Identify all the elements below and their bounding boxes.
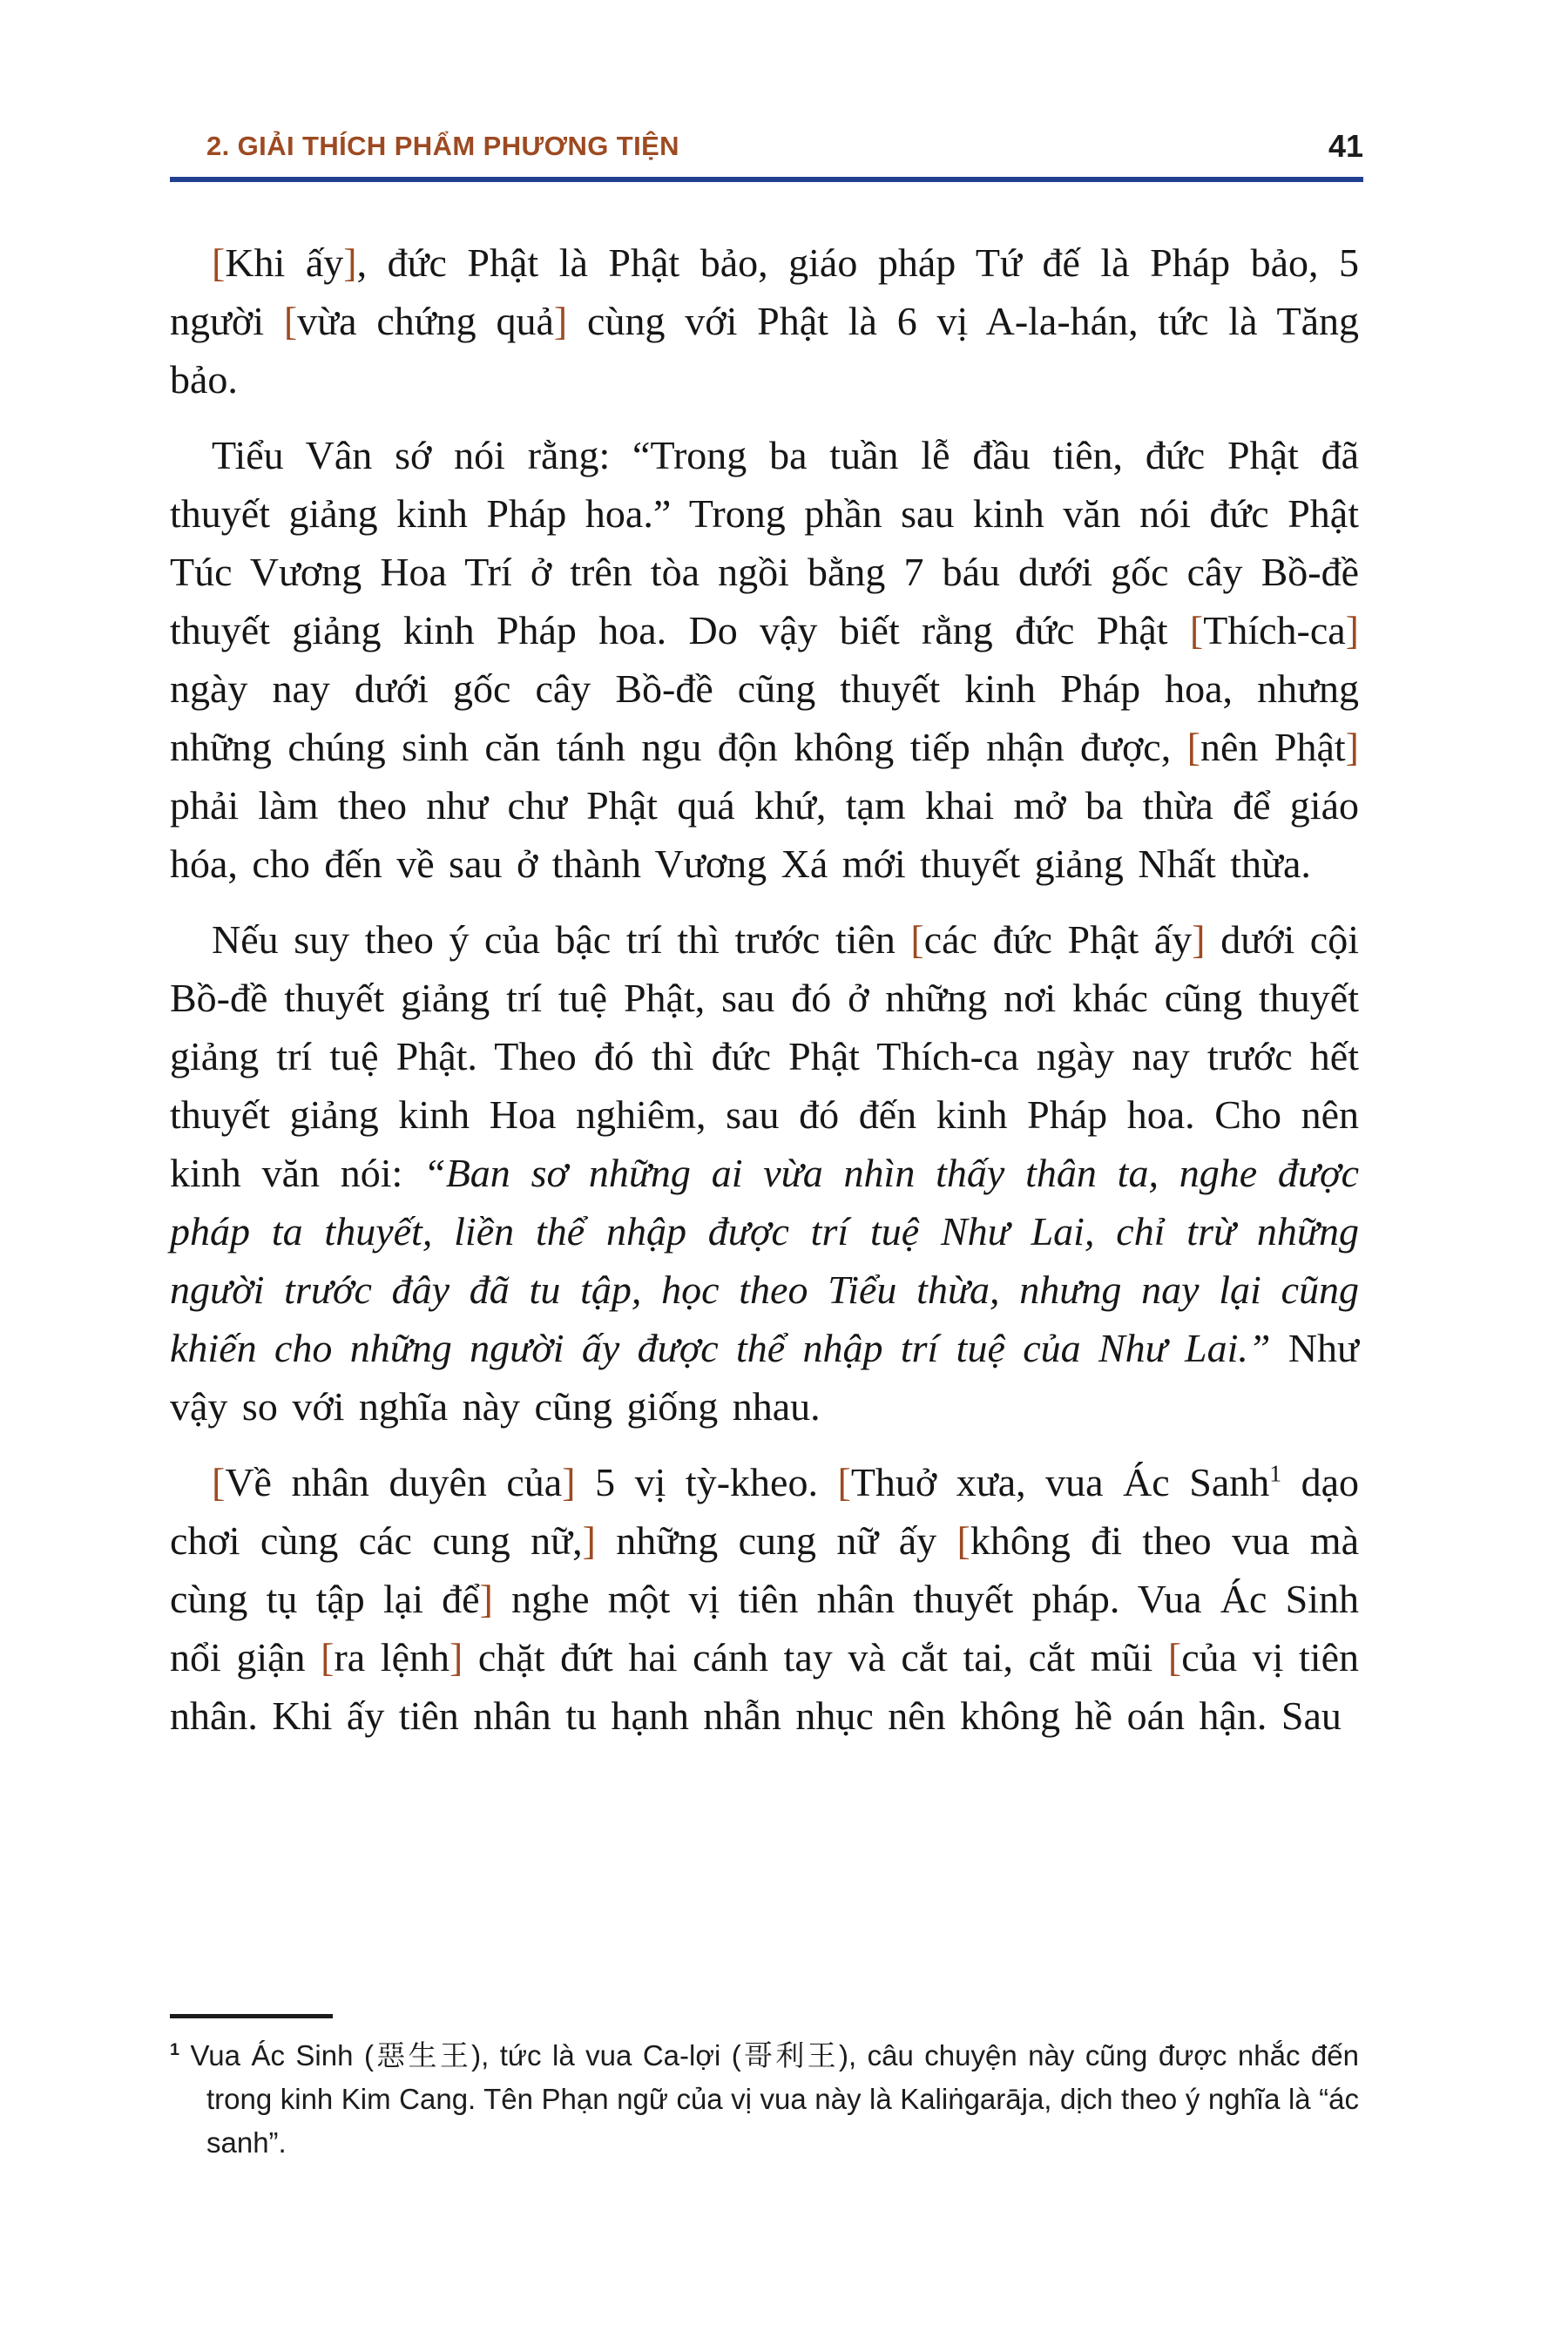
- paragraph: [170, 910, 1359, 1436]
- text-segment: chặt đứt hai cánh tay và cắt tai, cắt mũi: [463, 1635, 1168, 1680]
- bracket-delimiter: [: [1186, 725, 1200, 769]
- text-segment: 5 vị tỳ-kheo.: [575, 1460, 838, 1504]
- text-segment: cùng với Phật là 6 vị A-la-hán, tức là Tăng bảo.: [170, 299, 1359, 402]
- bracket-delimiter: ]: [582, 1518, 596, 1563]
- bracket-delimiter: [: [321, 1635, 335, 1680]
- bracket-delimiter: [: [283, 299, 298, 343]
- bracket-delimiter: ]: [1345, 725, 1359, 769]
- text-segment: Nếu suy theo ý của bậc trí thì trước tiên: [212, 917, 911, 962]
- bracket-delimiter: [: [212, 1460, 226, 1504]
- paragraph: [170, 233, 1359, 409]
- text-segment: nghe một vị tiên nhân thuyết pháp. Vua Ác Sinh nổi giận: [170, 1577, 1359, 1680]
- text-segment: ngày nay dưới gốc cây Bồ-đề cũng thuyết kinh Pháp hoa, nhưng những chúng sinh căn tánh ngu độn không tiếp nhận được,: [170, 666, 1359, 769]
- footnote-area: [170, 2014, 1359, 2165]
- page-number: 41: [1328, 128, 1363, 164]
- bracket-delimiter: ]: [449, 1635, 463, 1680]
- paragraph: [170, 426, 1359, 893]
- text-segment: ra lệnh: [334, 1635, 449, 1680]
- bracket-delimiter: ]: [479, 1577, 493, 1621]
- bracket-delimiter: [: [1189, 608, 1204, 652]
- bracket-delimiter: ]: [553, 299, 568, 343]
- bracket-delimiter: ]: [562, 1460, 576, 1504]
- text-segment: của vị tiên nhân. Khi ấy tiên nhân tu hạnh nhẫn nhục nên không hề oán hận. Sau: [170, 1635, 1359, 1738]
- footnote: [170, 2034, 1359, 2165]
- text-segment: , đức Phật là Phật bảo, giáo pháp Tứ đế là Pháp bảo, 5 người: [170, 240, 1359, 343]
- text-segment: nên Phật: [1200, 725, 1346, 769]
- text-segment: Tiểu Vân sớ nói rằng: “Trong ba tuần lễ đầu tiên, đức Phật đã thuyết giảng kinh Pháp hoa.” Trong phần sau kinh văn nói đức Phật Túc Vương Hoa Trí ở trên tòa ngồi bằng 7 báu dưới gốc cây Bồ-đề thuyết giảng kinh Pháp hoa. Do vậy biết rằng đức Phật: [170, 433, 1359, 652]
- text-segment: không đi theo vua mà cùng tụ tập lại để: [170, 1518, 1359, 1621]
- italic-quote: “Ban sơ những ai vừa nhìn thấy thân ta, nghe được pháp ta thuyết, liền thể nhập được trí tuệ Như Lai, chỉ trừ những người trước đây đã tu tập, học theo Tiểu thừa, nhưng nay lại cũng khiến cho những người ấy được thể nhập trí tuệ của Như Lai.”: [170, 1151, 1359, 1370]
- page-header: [170, 129, 1363, 164]
- superscript-marker: 1: [1269, 1459, 1282, 1487]
- text-segment: Thích-ca: [1203, 608, 1346, 652]
- header-rule: [170, 177, 1363, 182]
- text-segment: Về nhân duyên của: [225, 1460, 563, 1504]
- text-segment: Như vậy so với nghĩa này cũng giống nhau.: [170, 1326, 1359, 1429]
- section-title: 2. GIẢI THÍCH PHẨM PHƯƠNG TIỆN: [206, 131, 679, 161]
- bracket-delimiter: ]: [343, 240, 357, 285]
- bracket-delimiter: [: [1167, 1635, 1182, 1680]
- text-segment: các đức Phật ấy: [923, 917, 1193, 962]
- bracket-delimiter: [: [837, 1460, 851, 1504]
- text-segment: những cung nữ ấy: [595, 1518, 957, 1563]
- bracket-delimiter: [: [956, 1518, 970, 1563]
- text-segment: Khi ấy: [225, 240, 344, 285]
- text-segment: phải làm theo như chư Phật quá khứ, tạm khai mở ba thừa để giáo hóa, cho đến về sau ở thành Vương Xá mới thuyết giảng Nhất thừa.: [170, 783, 1359, 886]
- superscript-marker: 1: [170, 2040, 180, 2059]
- text-segment: vừa chứng quả: [297, 299, 554, 343]
- text-segment: Vua Ác Sinh (惡生王), tức là vua Ca-lợi (哥利王), câu chuyện này cũng được nhắc đến trong kinh Kim Cang. Tên Phạn ngữ của vị vua này là Kaliṅgarāja, dịch theo ý nghĩa là “ác sanh”.: [179, 2039, 1359, 2159]
- bracket-delimiter: [: [212, 240, 226, 285]
- text-segment: dưới cội Bồ-đề thuyết giảng trí tuệ Phật, sau đó ở những nơi khác cũng thuyết giảng trí tuệ Phật. Theo đó thì đức Phật Thích-ca ngày nay trước hết thuyết giảng kinh Hoa nghiêm, sau đó đến kinh Pháp hoa. Cho nên kinh văn nói:: [170, 917, 1360, 1195]
- bracket-delimiter: ]: [1345, 608, 1359, 652]
- paragraph: [170, 1453, 1359, 1745]
- text-segment: dạo chơi cùng các cung nữ,: [170, 1460, 1360, 1563]
- text-segment: Thuở xưa, vua Ác Sanh: [850, 1460, 1270, 1504]
- bracket-delimiter: [: [910, 917, 924, 962]
- footnote-separator: [170, 2014, 333, 2018]
- bracket-delimiter: ]: [1192, 917, 1206, 962]
- body-text: [170, 233, 1359, 1762]
